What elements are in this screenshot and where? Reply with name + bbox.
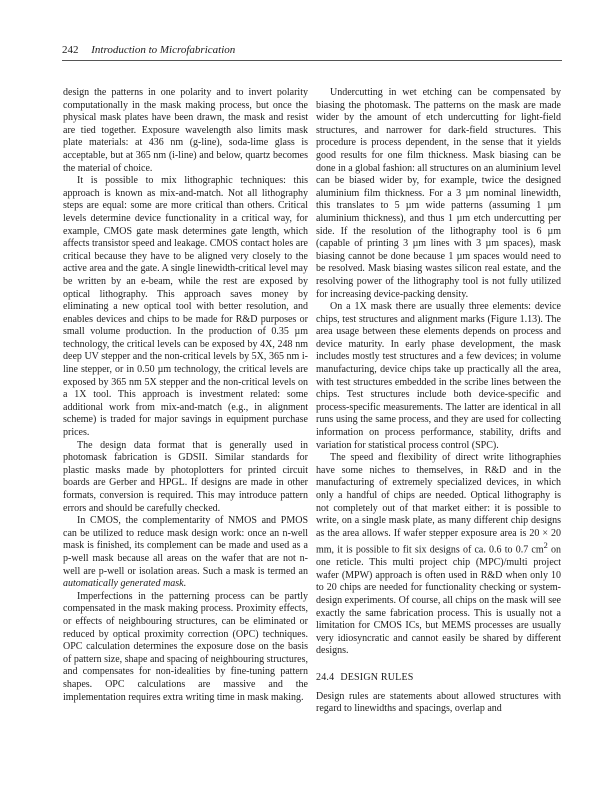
cmos-emphasis: automatically generated mask <box>63 578 184 590</box>
running-title: Introduction to Microfabrication <box>91 44 236 56</box>
paragraph-cmos-complementarity <box>63 515 308 591</box>
cmos-text-after: . <box>183 578 187 590</box>
running-header <box>62 44 562 57</box>
speed-text-before: The speed and flexibility of direct write lithographies have some niches to themselves, in R&D and in the manufacturing of extremely specialized devices, in which only a handful of chips are needed. Optical lithography is not completely out of that market either: it is possible to write, on a single mask plate, as many different chip designs as the area allows. If wafer stepper exposure area is 20 × 20 mm, it is possible to fit six designs of ca. 0.6 to 0.7 cm <box>316 452 561 556</box>
section-title: DESIGN RULES <box>340 672 414 684</box>
paragraph-mask-elements: On a 1X mask there are usually three elements: device chips, test structures and alignment marks (Figure 1.13). The area usage between these elements depends on process and device maturity. In early phase development, the mask includes mostly test structures and a few devices; in volume manufacturing, device chips take up practically all the area, with test structures embedded in the scribe lines between the chips. Test structures include both device-specific and process-specific measurements. The latter are identical in all runs using the same process, and they are used for collecting information on process performance, stability, drifts and variation for statistical process control (SPC). <box>316 301 561 451</box>
paragraph-undercutting: Undercutting in wet etching can be compensated by biasing the photomask. The patterns on the mask are made wider by the amount of etch undercutting for light-field structures, and narrower for dark-field structures. This procedure is process dependent, in the sense that it yields good results for one film thickness. Mask biasing can be done in a global fashion: all structures on an aluminium level can be biased wider by, for example, twice the designed aluminium film thickness. For a 3 µm nominal linewidth, this translates to 5 µm wide patterns (assuming 1 µm aluminium thickness), and thus 1 µm etch undercutting per side. If the resolution of the lithography tool is 6 µm (capable of printing 3 µm lines with 3 µm spaces), mask biasing cannot be done because 1 µm spaces would need to be resolved. Mask biasing wastes silicon real estate, and the resolving power of the lithography tool is not fully utilized for increasing device-packing density. <box>316 87 561 300</box>
section-heading <box>316 672 561 685</box>
paragraph-mix-and-match: It is possible to mix lithographic techniques: this approach is known as mix-and-match. Not all lithography steps are equal: some are more critical than others. Critical levels determine device functionality in a critical way, for example, CMOS gate mask determines gate length, which affects transistor speed and leakage. CMOS contact holes are critical because they have to be aligned very closely to the active area and the gate. A single linewidth-critical level may be written by an e-beam, while the rest are exposed by optical lithography. This approach saves money by eliminating a new optical tool with better resolution, and enables devices and chips to be made for R&D purposes or small volume production. In the production of 0.35 µm technology, the critical levels can be exposed by 4X, 248 nm deep UV stepper and the non-critical levels by 5X, 365 nm i-line stepper, or in 0.50 µm technology, the critical levels are exposed by 365 nm 5X stepper and the non-critical levels on a 1X tool. This approach is investment related: some additional work from mix-and-match (e.g., in alignment scheme) is traded for major savings in equipment purchase prices. <box>63 175 308 439</box>
speed-text-after: on one reticle. This multi project chip (MPC)/multi project wafer (MPW) approach is often used in R&D when only 10 to 20 chips are needed for functionality checking or system-design experiments. Of course, all chips on the mask will see exactly the same fabrication process. This is usually not a limitation for CMOS ICs, but MEMS processes are usually very idiosyncratic and cannot easily be shared by different designs. <box>316 544 561 657</box>
paragraph-opc: Imperfections in the patterning process can be partly compensated in the mask making process. Proximity effects, or effects of neighbouring structures, can be eliminated or reduced by optical proximity correction (OPC) techniques. OPC calculation determines the exposure dose on the basis of pattern size, shape and spacing of neighbouring structures, and compensates for non-idealities by fine-tuning pattern shapes. OPC calculations are massive and the implementation requires extra writing time in mask making. <box>63 590 308 703</box>
paragraph-direct-write <box>316 452 561 658</box>
header-rule <box>62 60 562 61</box>
right-column <box>316 87 561 716</box>
paragraph-mask-polarity: design the patterns in one polarity and to invert polarity computationally in the mask making process, but once the physical mask plates have been drawn, the mask and resist are tied together. Exposure wavelength also limits mask plate materials: at 436 nm (g-line), soda-lime glass is acceptable, but at 365 nm (i-line) and below, quartz becomes the material of choice. <box>63 87 308 174</box>
section-number: 24.4 <box>316 672 335 684</box>
paragraph-gdsii: The design data format that is generally used in photomask fabrication is GDSII. Similar standards for plastic masks made by photoplotters for printed circuit boards are Gerber and HPGL. If designs are made in other formats, conversion is required. This may introduce pattern errors and should be carefully checked. <box>63 439 308 514</box>
left-column <box>63 87 308 704</box>
superscript-2: 2 <box>543 541 548 551</box>
page-number: 242 <box>62 44 79 56</box>
paragraph-design-rules: Design rules are statements about allowed structures with regard to linewidths and spacings, overlap and <box>316 690 561 715</box>
cmos-text-before: In CMOS, the complementarity of NMOS and PMOS can be utilized to reduce mask design work: once an n-well mask is finished, its complement can be made and used as a p-well mask because all areas on the wafer that are not n-well are p-well or isolation areas. Such a mask is termed an <box>63 515 308 577</box>
